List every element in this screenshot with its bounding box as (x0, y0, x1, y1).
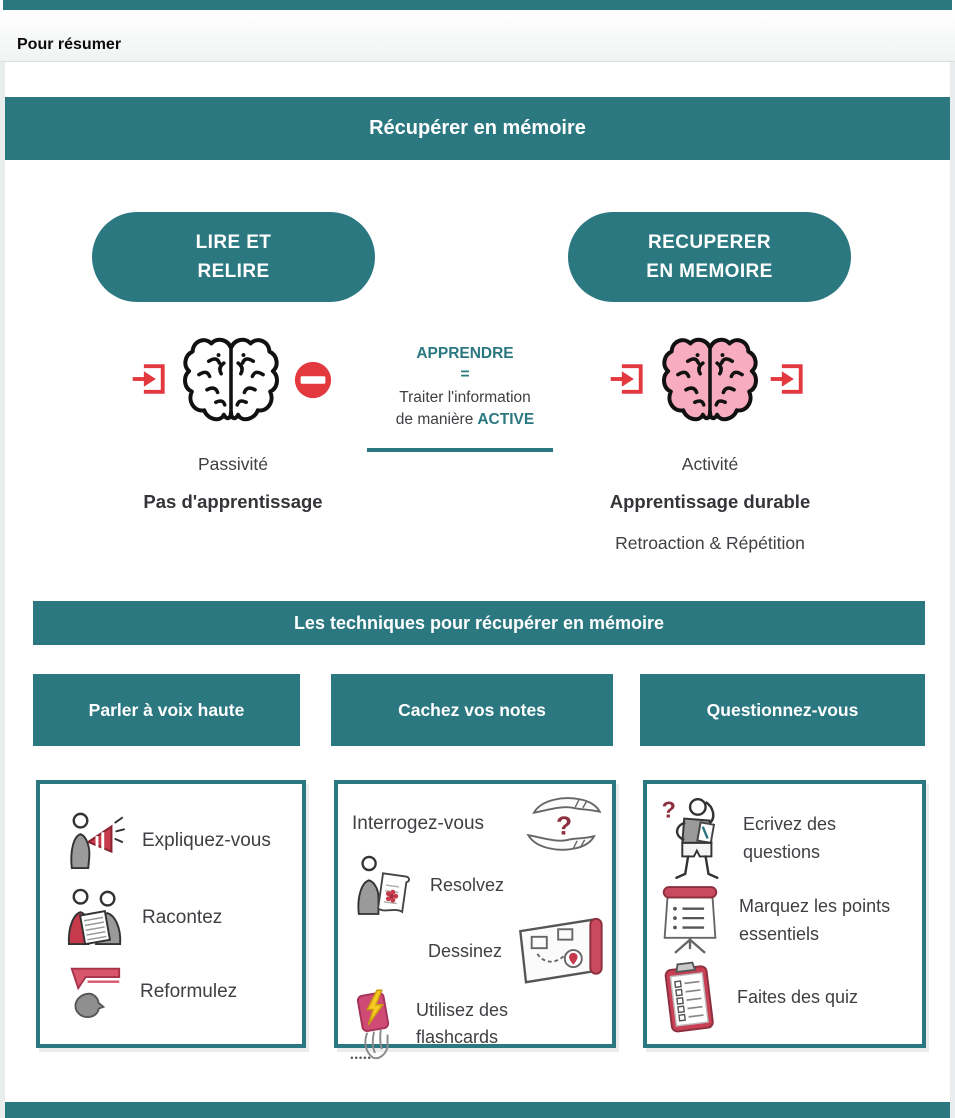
hands-question-icon (522, 792, 606, 854)
teal-divider-line (367, 448, 553, 452)
apprendre-title: APPRENDRE (416, 345, 514, 362)
column-header-questionnez-label: Questionnez-vous (706, 699, 859, 720)
list-item (342, 986, 608, 1062)
column-header-questionnez (640, 674, 925, 746)
technique-label: Faites des quiz (737, 986, 859, 1007)
infographic-card (5, 62, 950, 1118)
caption-retroaction: Retroaction & Répétition (615, 533, 805, 553)
section-banner-techniques (33, 601, 925, 645)
section-banner-techniques-label: Les techniques pour récupérer en mémoire (293, 612, 665, 633)
technique-label: Reformulez (140, 980, 238, 1002)
pill-left-line2: RELIRE (197, 261, 270, 282)
technique-label: Marquez les points essentiels (739, 896, 891, 944)
apprendre-line2-accent: ACTIVE (477, 411, 535, 428)
apprendre-line2 (345, 411, 585, 429)
section-banner-memory (5, 97, 950, 160)
caption-activite: Activité (681, 454, 739, 474)
hand-flashcard-icon (348, 986, 402, 1062)
top-accent-bar (3, 0, 952, 10)
two-people-paper-icon (66, 888, 126, 946)
pill-right-line2: EN MEMOIRE (646, 261, 773, 282)
head-speech-bubble-icon (66, 964, 124, 1018)
caption-passivite: Passivité (197, 454, 269, 474)
technique-label: Utilisez des flashcards (416, 1000, 509, 1047)
equals-sign: = (460, 366, 470, 383)
sketch-map-icon (516, 916, 606, 986)
technique-label: Expliquez-vous (142, 829, 271, 851)
technique-label: Interrogez-vous (352, 812, 485, 834)
brain-outline-icon (182, 328, 280, 432)
technique-label: Resolvez (430, 874, 505, 895)
list-item (44, 964, 298, 1018)
pill-left-line1: LIRE ET (195, 232, 272, 253)
page-header (0, 10, 955, 62)
apprendre-line1: Traiter l'information (399, 389, 531, 406)
enter-arrow-icon (609, 360, 645, 398)
bottom-accent-bar (5, 1102, 950, 1118)
list-item (651, 794, 918, 882)
technique-label: Racontez (142, 906, 223, 928)
thinking-person-icon (659, 794, 725, 882)
person-scroll-icon (356, 854, 414, 916)
apprendre-line2-prefix: de manière (395, 411, 474, 428)
page-title: Pour résumer (17, 36, 122, 53)
column-header-cachez-label: Cachez vos notes (398, 699, 546, 720)
column-header-parler-label: Parler à voix haute (88, 699, 245, 720)
caption-pas-apprentissage: Pas d'apprentissage (143, 491, 323, 512)
list-item (342, 792, 608, 854)
column-header-cachez (331, 674, 613, 746)
exit-arrow-icon (769, 360, 805, 398)
technique-box-parler (36, 780, 306, 1048)
pill-right-line1: RECUPERER (648, 232, 771, 253)
enter-arrow-icon (131, 360, 167, 398)
pill-lire-et-relire (92, 212, 375, 302)
list-item (342, 916, 608, 986)
person-megaphone-icon (66, 810, 126, 870)
svg-text:?: ? (555, 810, 573, 841)
list-item (44, 888, 298, 946)
list-item (342, 854, 608, 916)
list-item (651, 883, 918, 957)
technique-label: Ecrivez des questions (743, 813, 837, 862)
no-entry-icon (293, 360, 333, 400)
technique-label: Dessinez (428, 940, 503, 961)
technique-box-cachez (334, 780, 616, 1048)
brain-active-icon (661, 328, 759, 432)
clipboard-checklist-icon (659, 959, 719, 1035)
pill-recuperer-en-memoire (568, 212, 851, 302)
section-banner-memory-label: Récupérer en mémoire (369, 117, 586, 139)
caption-apprentissage-durable: Apprentissage durable (609, 491, 811, 512)
technique-box-questionnez (643, 780, 926, 1048)
column-header-parler (33, 674, 300, 746)
list-item (44, 810, 298, 870)
list-item (651, 959, 918, 1035)
flipchart-icon (659, 883, 721, 957)
svg-text:?: ? (661, 796, 676, 823)
